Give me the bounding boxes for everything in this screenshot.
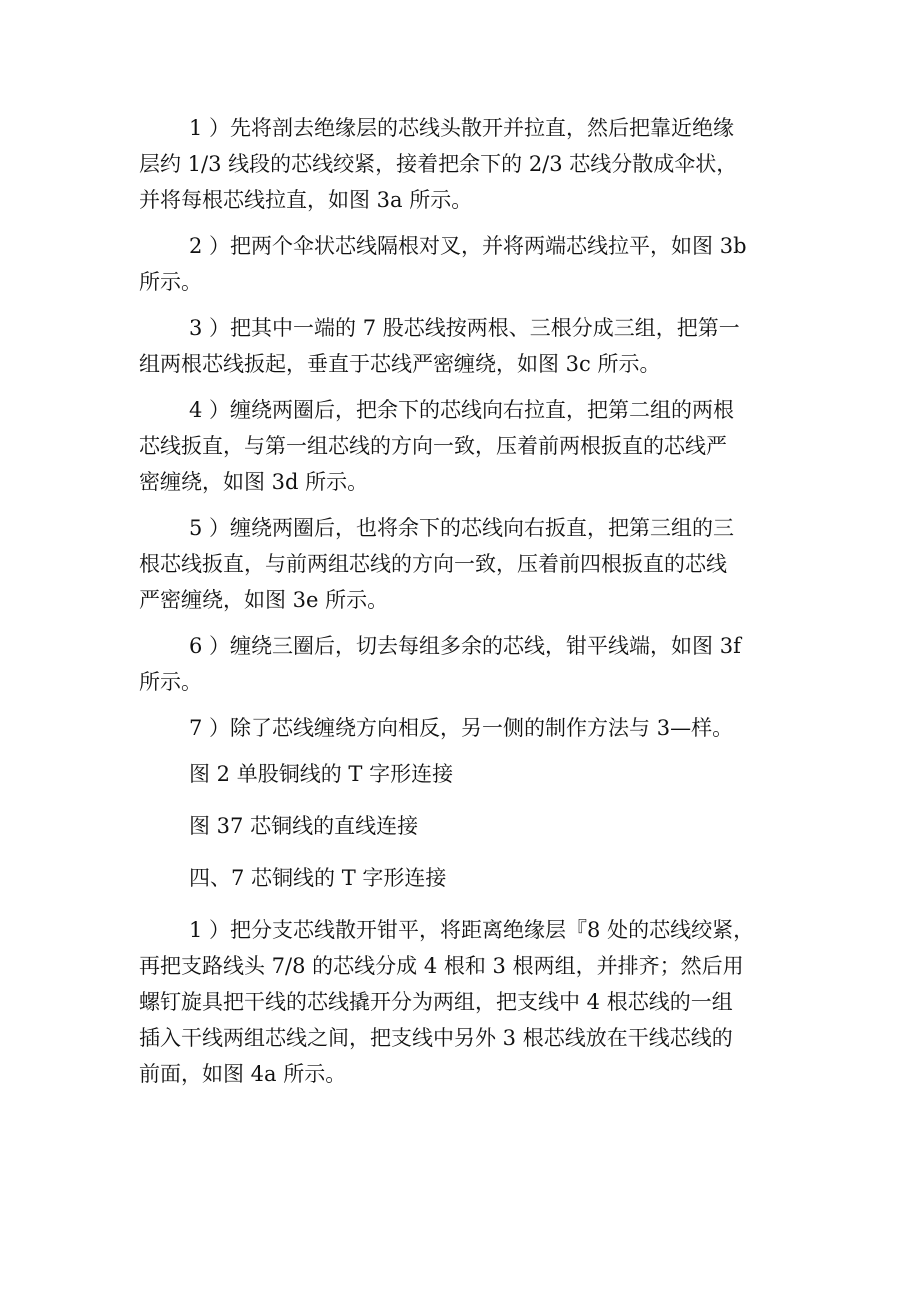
paragraph-t-joint-step-1 <box>139 912 799 1092</box>
paragraph-step-2 <box>139 228 799 300</box>
text-line: 7 ）除了芯线缠绕方向相反，另一侧的制作方法与 3—样。 <box>189 716 734 740</box>
text-line: 芯线扳直，与第一组芯线的方向一致，压着前两根扳直的芯线严 <box>139 434 727 458</box>
section-heading: 四、7 芯铜线的 T 字形连接 <box>189 866 447 890</box>
text-line: 根芯线扳直，与前两组芯线的方向一致，压着前四根扳直的芯线 <box>139 552 727 576</box>
text-line: 3 ）把其中一端的 7 股芯线按两根、三根分成三组，把第一 <box>189 316 740 340</box>
text-line: 层约 1/3 线段的芯线绞紧，接着把余下的 2/3 芯线分散成伞状， <box>139 152 738 176</box>
document-body <box>139 110 799 1102</box>
paragraph-step-1 <box>139 110 799 218</box>
text-line: 前面，如图 4a 所示。 <box>139 1062 347 1086</box>
text-line: 严密缠绕，如图 3e 所示。 <box>139 588 389 612</box>
text-line: 所示。 <box>139 270 202 294</box>
text-line: 螺钉旋具把干线的芯线撬开分为两组，把支线中 4 根芯线的一组 <box>139 990 733 1014</box>
paragraph-step-5 <box>139 510 799 618</box>
text-line: 再把支路线头 7/8 的芯线分成 4 根和 3 根两组，并排齐；然后用 <box>139 954 744 978</box>
paragraph-step-6 <box>139 628 799 700</box>
paragraph-step-7 <box>139 710 799 746</box>
text-line: 所示。 <box>139 670 202 694</box>
paragraph-step-3 <box>139 310 799 382</box>
text-line: 密缠绕，如图 3d 所示。 <box>139 470 369 494</box>
paragraph-step-4 <box>139 392 799 500</box>
text-line: 插入干线两组芯线之间，把支线中另外 3 根芯线放在干线芯线的 <box>139 1026 733 1050</box>
text-line: 6 ）缠绕三圈后，切去每组多余的芯线，钳平线端，如图 3f <box>189 634 741 658</box>
text-line: 组两根芯线扳起，垂直于芯线严密缠绕，如图 3c 所示。 <box>139 352 661 376</box>
text-line: 1 ）先将剖去绝缘层的芯线头散开并拉直，然后把靠近绝缘 <box>189 116 735 140</box>
text-line: 并将每根芯线拉直，如图 3a 所示。 <box>139 188 473 212</box>
figure-caption-3: 图 37 芯铜线的直线连接 <box>189 814 419 838</box>
text-line: 5 ）缠绕两圈后，也将余下的芯线向右扳直，把第三组的三 <box>189 516 735 540</box>
figure-caption-2: 图 2 单股铜线的 T 字形连接 <box>189 762 454 786</box>
text-line: 1 ）把分支芯线散开钳平，将距离绝缘层『8 处的芯线绞紧， <box>189 918 755 942</box>
text-line: 4 ）缠绕两圈后，把余下的芯线向右拉直，把第二组的两根 <box>189 398 735 422</box>
text-line: 2 ）把两个伞状芯线隔根对叉，并将两端芯线拉平，如图 3b <box>189 234 747 258</box>
